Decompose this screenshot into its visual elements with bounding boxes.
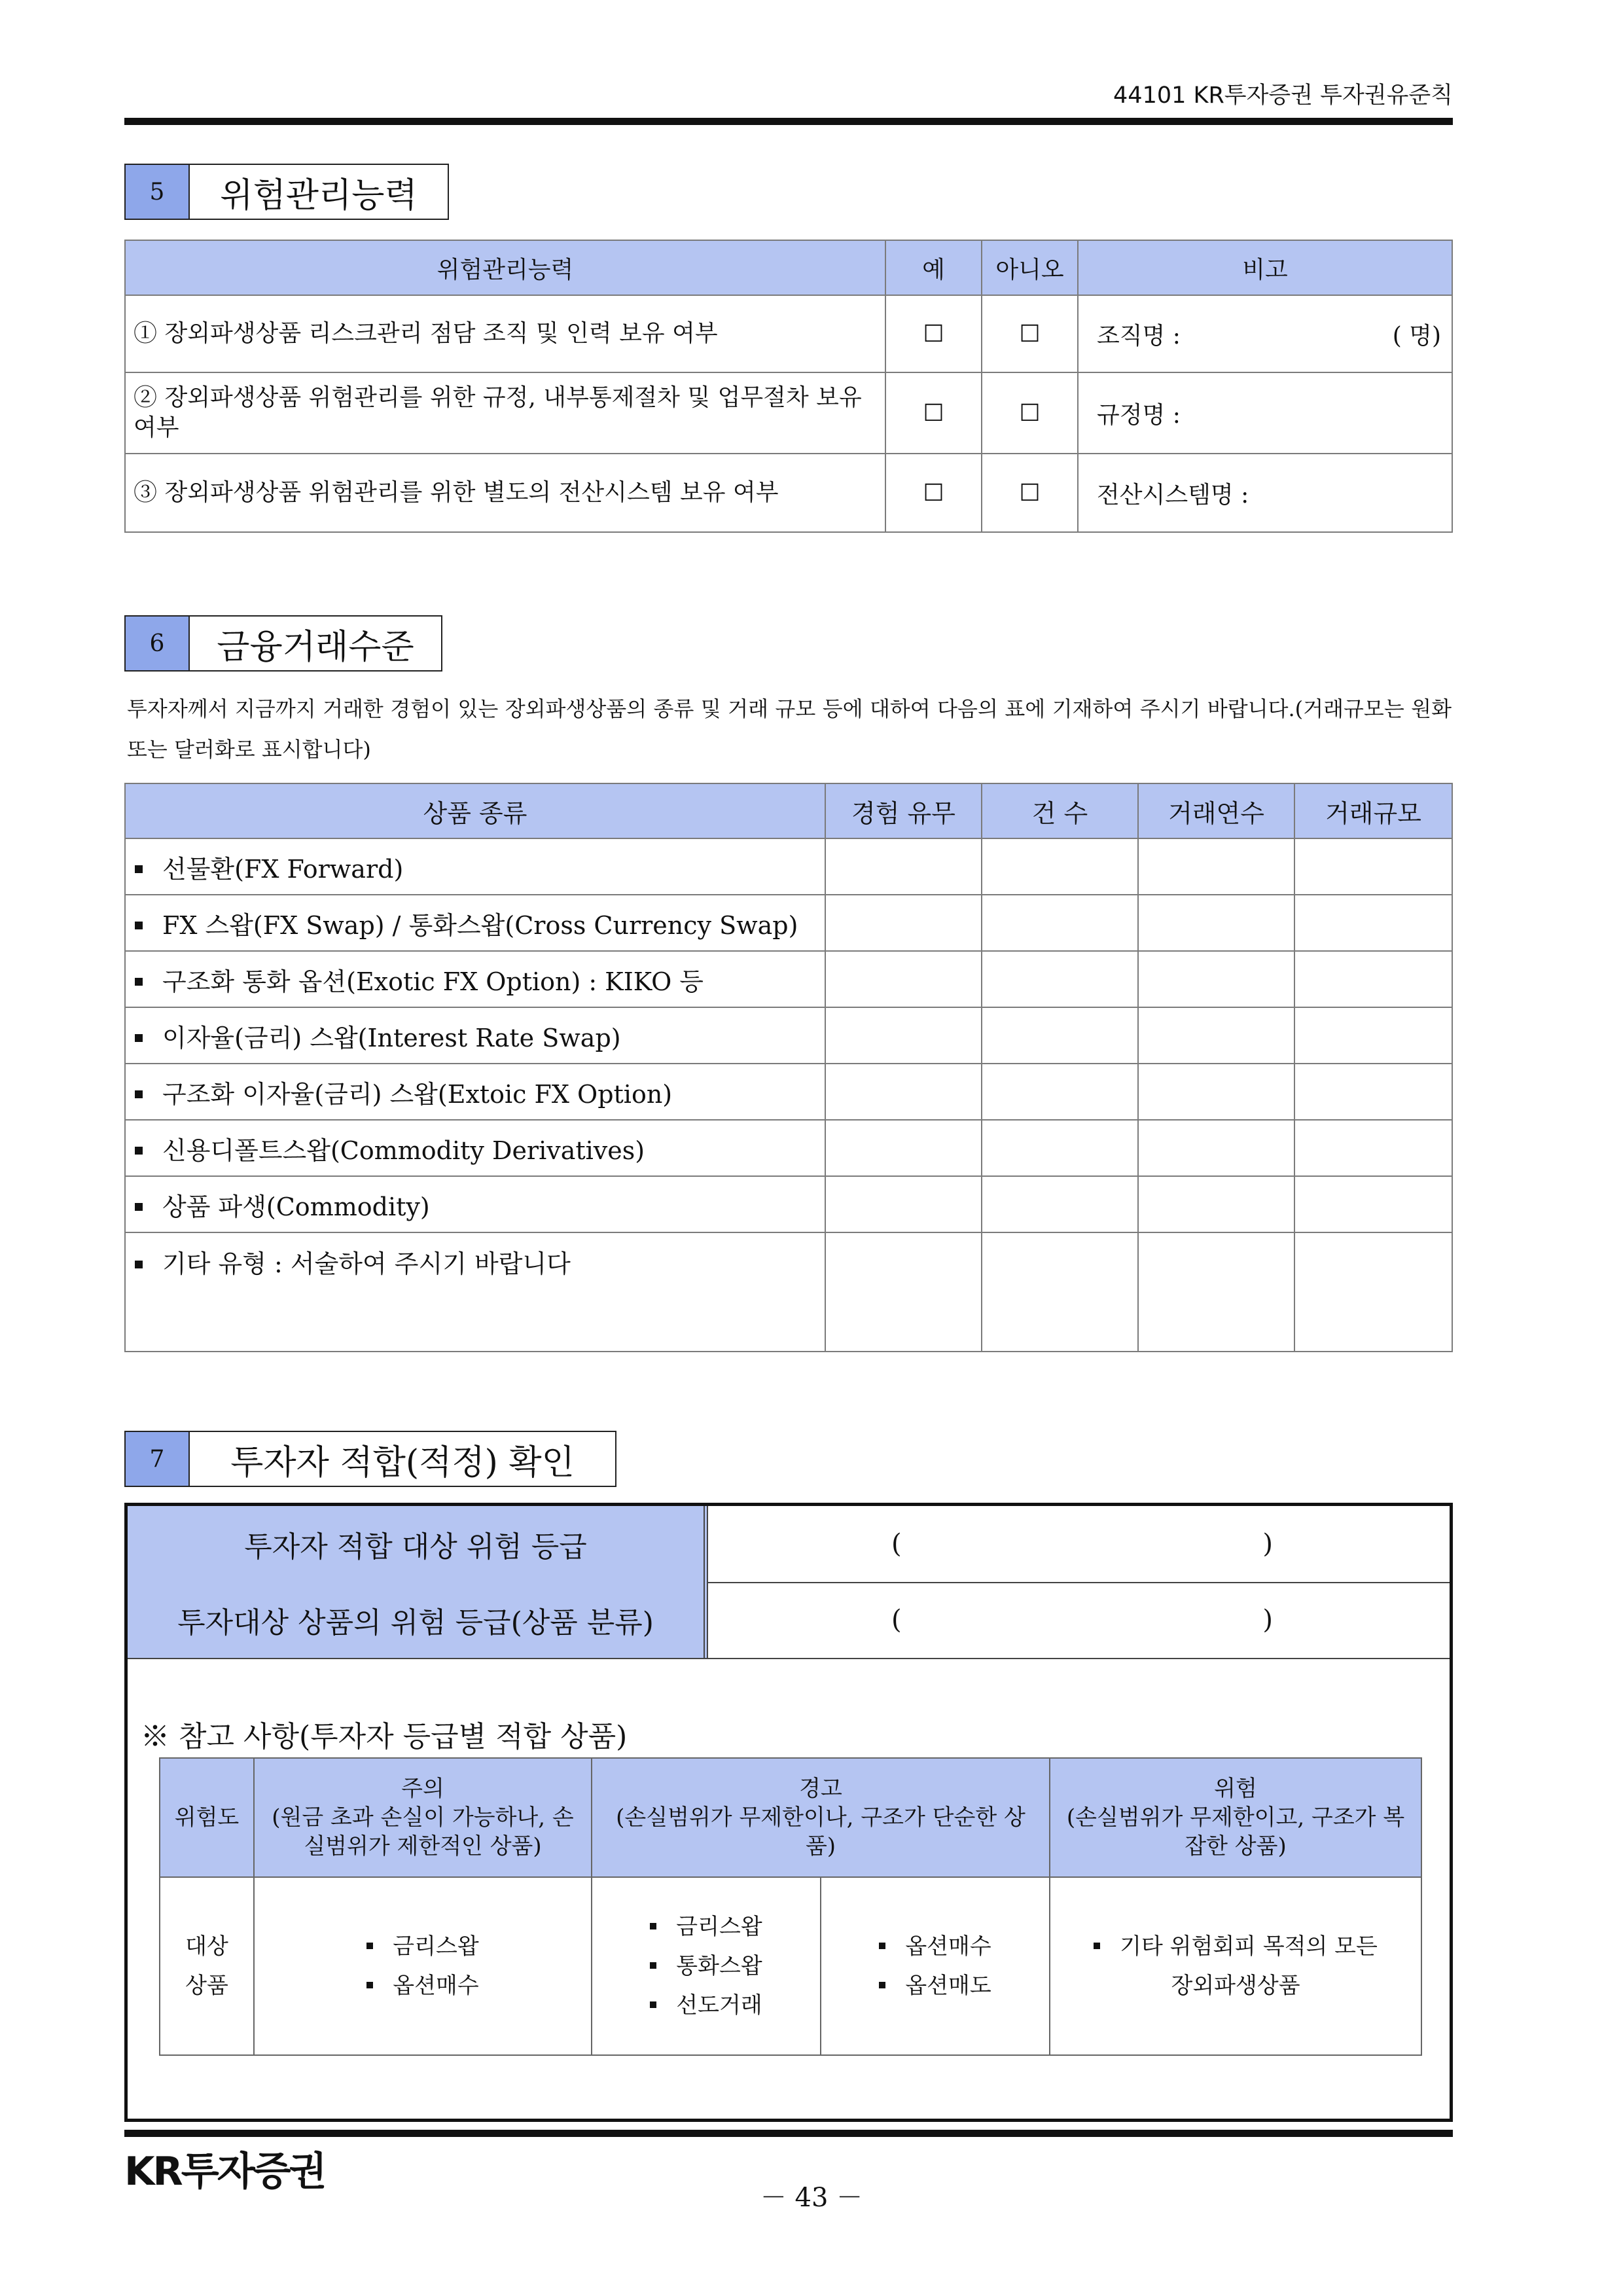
table-row — [125, 1120, 1452, 1176]
bullet-icon — [1094, 1943, 1100, 1949]
volume-cell[interactable] — [1294, 1064, 1452, 1120]
years-cell[interactable] — [1138, 1064, 1294, 1120]
note-label: 조직명 : — [1097, 322, 1181, 350]
column-header: 거래규모 — [1294, 783, 1452, 838]
section-number: 5 — [126, 165, 190, 219]
section-title: 위험관리능력 — [190, 165, 448, 219]
volume-cell[interactable] — [1294, 1007, 1452, 1064]
product-type: 신용디폴트스왑(Commodity Derivatives) — [162, 1136, 645, 1165]
experience-cell[interactable] — [825, 951, 982, 1007]
list-item: 옵션매수 — [879, 1927, 991, 1966]
bullet-icon — [650, 2001, 656, 2008]
years-cell[interactable] — [1138, 838, 1294, 895]
column-header: 비고 — [1078, 240, 1452, 295]
volume-cell[interactable] — [1294, 838, 1452, 895]
experience-cell[interactable] — [825, 1007, 982, 1064]
table-row — [125, 895, 1452, 951]
experience-cell[interactable] — [825, 1120, 982, 1176]
section-number: 7 — [126, 1432, 190, 1486]
danger-products: 기타 위험회피 목적의 모든 장외파생상품 — [1050, 1877, 1421, 2055]
column-header: 예 — [885, 240, 982, 295]
product-type: 선물환(FX Forward) — [162, 854, 404, 884]
bullet-icon — [135, 1261, 143, 1268]
count-cell[interactable] — [982, 1232, 1138, 1352]
list-item: 금리스왑 — [650, 1907, 762, 1946]
question-text: ① 장외파생상품 리스크관리 점담 조직 및 인력 보유 여부 — [125, 295, 885, 372]
column-header: 상품 종류 — [125, 783, 825, 838]
caution-products — [254, 1877, 592, 2055]
row-label: 투자대상 상품의 위험 등급(상품 분류) — [128, 1582, 708, 1658]
experience-cell[interactable] — [825, 1064, 982, 1120]
column-header: 건 수 — [982, 783, 1138, 838]
note-field[interactable] — [1078, 372, 1452, 454]
volume-cell[interactable] — [1294, 895, 1452, 951]
document-header-title: 44101 KR투자증권 투자권유준칙 — [1113, 82, 1453, 109]
target-product-label: 대상 상품 — [160, 1877, 254, 2055]
column-header: 위험관리능력 — [125, 240, 885, 295]
row-label: 투자자 적합 대상 위험 등급 — [128, 1506, 708, 1582]
product-risk-grade-row — [128, 1582, 1450, 1659]
column-header: 경험 유무 — [825, 783, 982, 838]
section-6-description: 투자자께서 지금까지 거래한 경험이 있는 장외파생상품의 종류 및 거래 규모 등에 대하여 다음의 표에 기재하여 주시기 바랍니다.(거래규모는 원화 또는 달러화로 표시합니다) — [127, 696, 1452, 762]
warning-header: 경고 (손실범위가 무제한이나, 구조가 단순한 상품) — [592, 1758, 1050, 1877]
note-count: ( 명) — [1392, 322, 1441, 350]
warning-products-a — [592, 1877, 821, 2055]
no-checkbox[interactable]: ☐ — [982, 372, 1078, 454]
table-row — [125, 1064, 1452, 1120]
bullet-icon — [366, 1982, 373, 1988]
yes-checkbox[interactable]: ☐ — [885, 372, 982, 454]
years-cell[interactable] — [1138, 1232, 1294, 1352]
years-cell[interactable] — [1138, 951, 1294, 1007]
header-rule — [124, 118, 1453, 125]
note-field[interactable] — [1078, 295, 1452, 372]
yes-checkbox[interactable]: ☐ — [885, 295, 982, 372]
count-cell[interactable] — [982, 1120, 1138, 1176]
section-title: 투자자 적합(적정) 확인 — [190, 1432, 615, 1486]
note-label: 규정명 : — [1097, 401, 1181, 429]
years-cell[interactable] — [1138, 1007, 1294, 1064]
bullet-icon — [135, 1147, 143, 1155]
question-text: ② 장외파생상품 위험관리를 위한 규정, 내부통제절차 및 업무절차 보유 여부 — [125, 372, 885, 454]
column-header: 아니오 — [982, 240, 1078, 295]
table-row — [125, 1232, 1452, 1352]
reference-table — [159, 1757, 1422, 2056]
section-6-header — [124, 615, 442, 672]
table-row — [125, 1176, 1452, 1232]
volume-cell[interactable] — [1294, 1176, 1452, 1232]
investor-risk-grade-row — [128, 1506, 1450, 1583]
product-type: 상품 파생(Commodity) — [162, 1192, 430, 1221]
caution-header: 주의 (원금 초과 손실이 가능하나, 손실범위가 제한적인 상품) — [254, 1758, 592, 1877]
volume-cell[interactable] — [1294, 951, 1452, 1007]
risk-management-table — [124, 240, 1453, 533]
no-checkbox[interactable]: ☐ — [982, 454, 1078, 532]
list-item: 옵션매수 — [366, 1966, 478, 2005]
volume-cell[interactable] — [1294, 1120, 1452, 1176]
section-5-header — [124, 164, 449, 220]
experience-cell[interactable] — [825, 1176, 982, 1232]
count-cell[interactable] — [982, 895, 1138, 951]
footer-rule — [124, 2130, 1453, 2137]
table-row — [125, 372, 1452, 454]
question-text: ③ 장외파생상품 위험관리를 위한 별도의 전산시스템 보유 여부 — [125, 454, 885, 532]
bullet-icon — [135, 1203, 143, 1211]
page-number: － 43 － — [760, 2183, 863, 2213]
count-cell[interactable] — [982, 1064, 1138, 1120]
product-type: 구조화 이자율(금리) 스왑(Extoic FX Option) — [162, 1079, 673, 1109]
section-number: 6 — [126, 617, 190, 670]
column-header: 거래연수 — [1138, 783, 1294, 838]
table-row — [125, 1007, 1452, 1064]
years-cell[interactable] — [1138, 1176, 1294, 1232]
count-cell[interactable] — [982, 838, 1138, 895]
bullet-icon — [135, 922, 143, 929]
years-cell[interactable] — [1138, 1120, 1294, 1176]
table-row — [125, 295, 1452, 372]
bullet-icon — [135, 978, 143, 986]
bullet-icon — [650, 1923, 656, 1929]
bullet-icon — [135, 1034, 143, 1042]
bullet-icon — [366, 1943, 373, 1949]
section-7-header — [124, 1431, 616, 1487]
suitability-check-box — [124, 1503, 1453, 2122]
trade-history-table — [124, 783, 1453, 1352]
list-item: 선도거래 — [650, 1986, 762, 2025]
volume-cell[interactable] — [1294, 1232, 1452, 1352]
list-item: 옵션매도 — [879, 1966, 991, 2005]
yes-checkbox[interactable]: ☐ — [885, 454, 982, 532]
years-cell[interactable] — [1138, 895, 1294, 951]
list-item: 통화스왑 — [650, 1946, 762, 1986]
warning-products-b — [821, 1877, 1050, 2055]
risk-level-header: 위험도 — [160, 1758, 254, 1877]
danger-header: 위험 (손실범위가 무제한이고, 구조가 복잡한 상품) — [1050, 1758, 1421, 1877]
experience-cell[interactable] — [825, 895, 982, 951]
count-cell[interactable] — [982, 1176, 1138, 1232]
bullet-icon — [879, 1982, 885, 1988]
experience-cell[interactable] — [825, 1232, 982, 1352]
product-type: 이자율(금리) 스왑(Interest Rate Swap) — [162, 1023, 621, 1052]
no-checkbox[interactable]: ☐ — [982, 295, 1078, 372]
count-cell[interactable] — [982, 951, 1138, 1007]
investor-risk-grade-field[interactable]: ( ) — [891, 1529, 1273, 1559]
product-type: 기타 유형 : 서술하여 주시기 바랍니다 — [162, 1249, 571, 1278]
reference-title: ※ 참고 사항(투자자 등급별 적합 상품) — [141, 1720, 628, 1753]
bullet-icon — [879, 1943, 885, 1949]
product-type: 구조화 통화 옵션(Exotic FX Option) : KIKO 등 — [162, 967, 704, 996]
count-cell[interactable] — [982, 1007, 1138, 1064]
section-title: 금융거래수준 — [190, 617, 441, 670]
bullet-icon — [650, 1962, 656, 1969]
table-row — [125, 951, 1452, 1007]
bullet-icon — [135, 865, 143, 873]
table-row — [125, 838, 1452, 895]
company-logo: KR투자증권 — [124, 2149, 325, 2195]
note-field[interactable] — [1078, 454, 1452, 532]
note-label: 전산시스템명 : — [1097, 481, 1249, 509]
table-row — [125, 454, 1452, 532]
list-item: 금리스왑 — [366, 1927, 478, 1966]
experience-cell[interactable] — [825, 838, 982, 895]
bullet-icon — [135, 1090, 143, 1098]
product-risk-grade-field[interactable]: ( ) — [891, 1605, 1273, 1635]
product-type: FX 스왑(FX Swap) / 통화스왑(Cross Currency Swap) — [162, 910, 798, 940]
